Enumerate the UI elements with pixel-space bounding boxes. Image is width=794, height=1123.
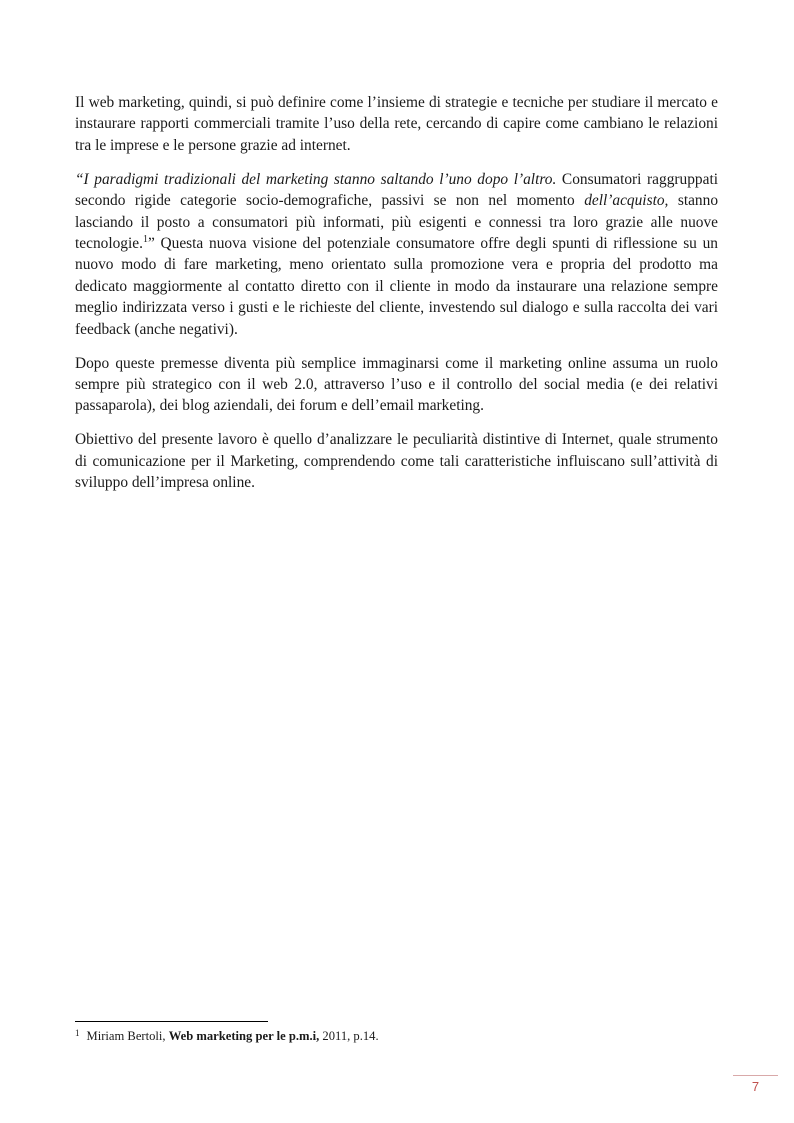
footnote-separator xyxy=(75,1021,268,1022)
paragraph-1: Il web marketing, quindi, si può definire come l’insieme di strategie e tecniche per studiare il mercato e instaurare rapporti commerciali tramite l’uso della rete, cercando di capire come cambiano le relazioni tra le imprese e le persone grazie ad internet. xyxy=(75,94,718,154)
quote-closing-mark: ” xyxy=(147,235,155,253)
quote-opening: “I paradigmi tradizionali del marketing stanno saltando l’uno dopo l’altro. xyxy=(75,170,557,188)
document-body xyxy=(75,92,718,506)
page-number: 7 xyxy=(751,1079,760,1094)
paragraph-2 xyxy=(75,169,718,340)
footnote-reference[interactable]: 1 xyxy=(142,234,148,246)
paragraph-2-italic-phrase: dell’acquisto, xyxy=(584,192,669,210)
paragraph-3: Dopo queste premesse diventa più semplice immaginarsi come il marketing online assuma un ruolo sempre più strategico con il web 2.0, attraverso l’uso e il controllo del social media (e dei relativi passaparola), dei blog aziendali, dei forum e dell’email marketing. xyxy=(75,354,718,415)
footnote xyxy=(75,1028,379,1044)
footnote-author: Miriam Bertoli, xyxy=(86,1029,166,1043)
paragraph-2-text-c: stanno lasciando il posto a consumatori più informati, più esigenti e connessi tra loro grazie alle nuove tecnologie. xyxy=(75,192,719,253)
footnote-details: 2011, p.14. xyxy=(319,1029,379,1043)
paragraph-4: Obiettivo del presente lavoro è quello d’analizzare le peculiarità distintive di Internet, quale strumento di comunicazione per il Marketing, comprendendo come tali caratteristiche influiscano sull’attività di sviluppo dell’impresa online. xyxy=(75,431,718,492)
paragraph-2-text-a: Consumatori raggruppati secondo rigide categorie socio-demografiche, passivi se non nel momento xyxy=(75,170,718,210)
footnote-book-title: Web marketing per le p.m.i, xyxy=(168,1029,320,1043)
paragraph-2-text-d: Questa nuova visione del potenziale consumatore offre degli spunti di riflessione su un nuovo modo di fare marketing, meno orientato sulla promozione vera e propria del prodotto ma dedicato maggiormente al contatto diretto con il cliente in modo da instaurare una relazione sempre meglio indirizzata verso i gusti e le richieste del cliente, investendo sul dialogo e sulla raccolta dei vari feedback (anche negativi). xyxy=(75,235,718,338)
page-number-rule xyxy=(733,1075,778,1076)
footnote-number: 1 xyxy=(75,1028,80,1038)
